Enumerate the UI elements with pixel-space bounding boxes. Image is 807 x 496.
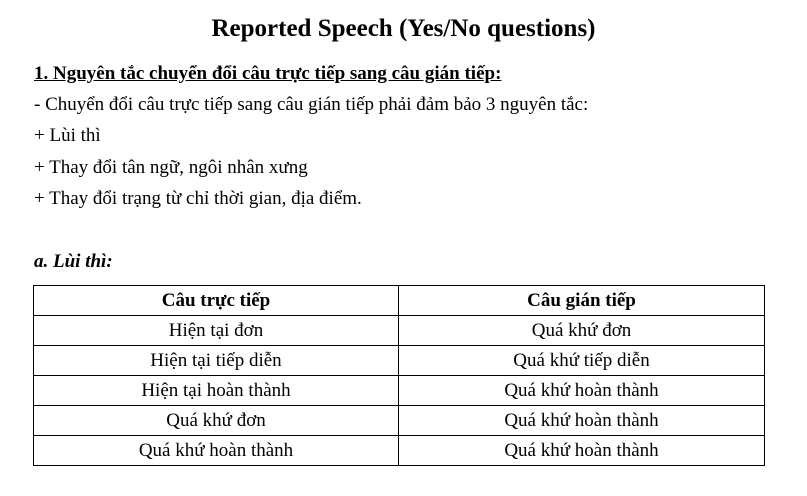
table-row bbox=[34, 406, 765, 436]
table-cell: Hiện tại hoàn thành bbox=[34, 376, 399, 406]
bullet-line: + Thay đổi tân ngữ, ngôi nhân xưng bbox=[34, 157, 308, 178]
table-header-row bbox=[34, 286, 765, 316]
table-row bbox=[34, 316, 765, 346]
subsection-heading: a. Lùi thì: bbox=[34, 251, 113, 272]
page-title: Reported Speech (Yes/No questions) bbox=[211, 15, 596, 42]
table-row bbox=[34, 436, 765, 466]
table-cell: Quá khứ hoàn thành bbox=[399, 376, 765, 406]
bullet-line: + Thay đổi trạng từ chỉ thời gian, địa điểm. bbox=[34, 188, 362, 209]
table-cell: Quá khứ hoàn thành bbox=[399, 406, 765, 436]
table-cell: Quá khứ đơn bbox=[34, 406, 399, 436]
paragraph-line: - Chuyển đổi câu trực tiếp sang câu gián tiếp phải đảm bảo 3 nguyên tắc: bbox=[34, 94, 589, 115]
section-heading: 1. Nguyên tắc chuyển đổi câu trực tiếp sang câu gián tiếp: bbox=[34, 63, 502, 84]
table-cell: Quá khứ đơn bbox=[399, 316, 765, 346]
table-cell: Hiện tại đơn bbox=[34, 316, 399, 346]
table-cell: Quá khứ tiếp diễn bbox=[399, 346, 765, 376]
column-header-indirect: Câu gián tiếp bbox=[399, 286, 765, 316]
table-cell: Hiện tại tiếp diễn bbox=[34, 346, 399, 376]
tense-conversion-table bbox=[33, 285, 765, 466]
table-row bbox=[34, 346, 765, 376]
table-row bbox=[34, 376, 765, 406]
table-cell: Quá khứ hoàn thành bbox=[34, 436, 399, 466]
bullet-line: + Lùi thì bbox=[34, 125, 101, 146]
column-header-direct: Câu trực tiếp bbox=[34, 286, 399, 316]
table-cell: Quá khứ hoàn thành bbox=[399, 436, 765, 466]
